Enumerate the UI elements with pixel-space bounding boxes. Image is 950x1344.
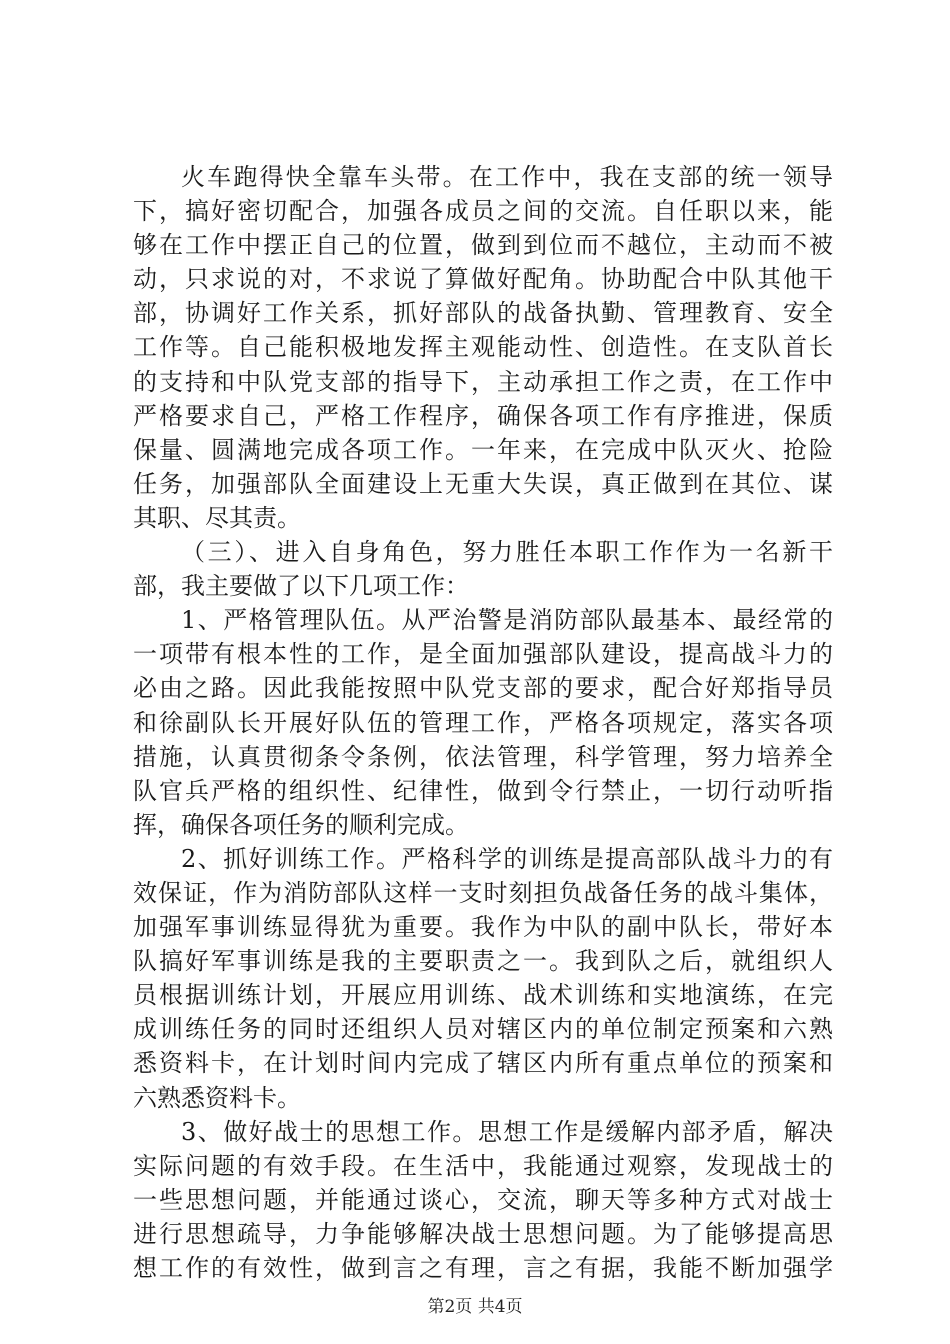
text-line: 效保证，作为消防部队这样一支时刻担负战备任务的战斗集体， [133,878,833,907]
text-line: 2、抓好训练工作。严格科学的训练是提高部队战斗力的有 [181,844,833,873]
section-heading-line: （三）、进入自身角色，努力胜任本职工作作为一名新干 [181,538,833,567]
text-line: 悉资料卡，在计划时间内完成了辖区内所有重点单位的预案和 [133,1049,833,1078]
paragraph-train-analogy [133,160,833,535]
text-line: 想工作的有效性，做到言之有理，言之有据，我能不断加强学 [133,1254,833,1282]
text-line: 员根据训练计划，开展应用训练、战术训练和实地演练，在完 [133,981,833,1010]
text-line: 挥，确保各项任务的顺利完成。 [133,810,469,839]
paragraph-item-3 [133,1115,833,1285]
text-line: 队搞好军事训练是我的主要职责之一。我到队之后，就组织人 [133,947,833,976]
text-line: 必由之路。因此我能按照中队党支部的要求，配合好郑指导员 [133,674,833,703]
text-line: 严格要求自己，严格工作程序，确保各项工作有序推进，保质 [133,401,833,430]
text-line: 任务，加强部队全面建设上无重大失误，真正做到在其位、谋 [133,469,833,498]
text-line: 成训练任务的同时还组织人员对辖区内的单位制定预案和六熟 [133,1015,833,1044]
text-line: 队官兵严格的组织性、纪律性，做到令行禁止，一切行动听指 [133,776,833,805]
text-line: 和徐副队长开展好队伍的管理工作，严格各项规定，落实各项 [133,708,833,737]
text-line: 一些思想问题，并能通过谈心，交流，聊天等多种方式对战士 [133,1185,833,1214]
paragraph-item-2 [133,842,833,1115]
text-line: 加强军事训练显得犹为重要。我作为中队的副中队长，带好本 [133,913,833,942]
text-line: 火车跑得快全靠车头带。在工作中，我在支部的统一领导 [181,163,833,191]
text-line: 动，只求说的对，不求说了算做好配角。协助配合中队其他干 [133,265,833,294]
document-body [133,160,833,1285]
text-line: 部，协调好工作关系，抓好部队的战备执勤、管理教育、安全 [133,299,833,328]
page-number-footer: 第2页 共4页 [427,1297,523,1317]
text-line: 1、严格管理队伍。从严治警是消防部队最基本、最经常的 [181,606,833,635]
text-line: 保量、圆满地完成各项工作。一年来，在完成中队灭火、抢险 [133,435,833,464]
paragraph-section-three [133,535,833,603]
paragraph-item-1 [133,603,833,842]
text-line: 的支持和中队党支部的指导下，主动承担工作之责，在工作中 [133,367,833,396]
text-line: 工作等。自己能积极地发挥主观能动性、创造性。在支队首长 [133,333,833,362]
text-line: 一项带有根本性的工作，是全面加强部队建设，提高战斗力的 [133,640,833,669]
text-line: 够在工作中摆正自己的位置，做到到位而不越位，主动而不被 [133,231,833,260]
text-line: 3、做好战士的思想工作。思想工作是缓解内部矛盾，解决 [181,1117,833,1146]
text-line: 进行思想疏导，力争能够解决战士思想问题。为了能够提高思 [133,1219,833,1248]
section-heading-line: 部，我主要做了以下几项工作： [133,572,469,601]
text-line: 六熟悉资料卡。 [133,1083,301,1112]
text-line: 下，搞好密切配合，加强各成员之间的交流。自任职以来，能 [133,197,833,226]
text-line: 措施，认真贯彻条令条例，依法管理，科学管理，努力培养全 [133,742,833,771]
text-line: 实际问题的有效手段。在生活中，我能通过观察，发现战士的 [133,1151,833,1180]
text-line: 其职、尽其责。 [133,503,301,532]
